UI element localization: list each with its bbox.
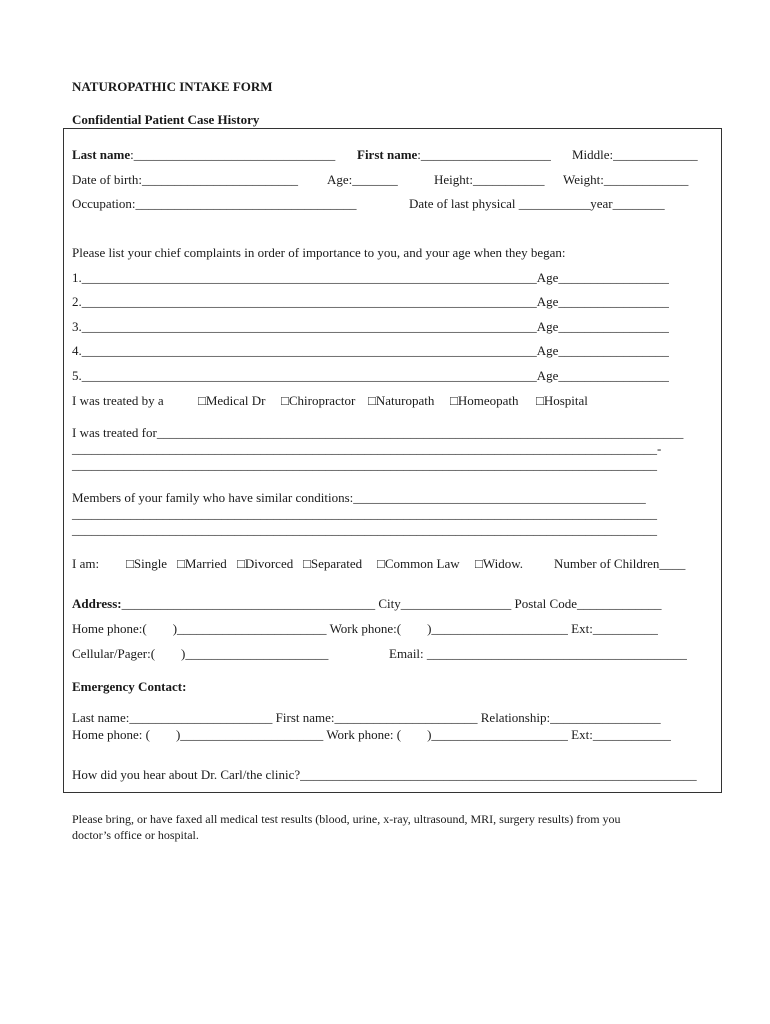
first-name-field[interactable] [357, 147, 551, 163]
middle-name-field[interactable]: Middle:_____________ [572, 147, 698, 162]
footer-note: doctor’s office or hospital. [72, 828, 199, 842]
family-conditions-line[interactable]: __________________________________________________________________________________________ [72, 506, 657, 521]
family-conditions-field[interactable]: Members of your family who have similar conditions:_____________________________________________ [72, 490, 646, 505]
first-name-blank[interactable]: :____________________ [417, 147, 551, 162]
checkbox-hospital[interactable]: □Hospital [536, 393, 588, 408]
footer-note: Please bring, or have faxed all medical test results (blood, urine, x-ray, ultrasound, MRI, surgery results) from you [72, 812, 621, 826]
address-field[interactable] [72, 596, 661, 612]
checkbox-separated[interactable]: □Separated [303, 556, 363, 571]
last-name-blank[interactable]: :_______________________________ [130, 147, 336, 162]
treated-for-field[interactable]: I was treated for_________________________________________________________________________________ [72, 425, 684, 440]
referral-field[interactable]: How did you hear about Dr. Carl/the clinic?_____________________________________________________________ [72, 767, 697, 782]
emergency-contact-heading: Emergency Contact: [72, 679, 187, 694]
checkbox-common-law[interactable]: □Common Law [377, 556, 460, 571]
cellular-field[interactable]: Cellular/Pager:( )______________________ [72, 646, 329, 661]
complaints-prompt: Please list your chief complaints in order of importance to you, and your age when they began: [72, 245, 566, 260]
emergency-phone-field[interactable]: Home phone: ( )______________________ Work phone: ( )_____________________ Ext:____________ [72, 727, 671, 742]
height-field[interactable]: Height:___________ [434, 172, 545, 187]
email-field[interactable]: Email: ________________________________________ [389, 646, 687, 661]
checkbox-chiropractor[interactable]: □Chiropractor [281, 393, 356, 408]
complaint-line[interactable]: 4.______________________________________________________________________Age_________________ [72, 343, 669, 358]
complaint-line[interactable]: 5.______________________________________________________________________Age_________________ [72, 368, 669, 383]
age-field[interactable]: Age:_______ [327, 172, 398, 187]
form-subtitle: Confidential Patient Case History [72, 112, 260, 127]
checkbox-married[interactable]: □Married [177, 556, 227, 571]
checkbox-divorced[interactable]: □Divorced [237, 556, 294, 571]
treated-for-line[interactable]: __________________________________________________________________________________________ [72, 457, 657, 472]
form-title: NATUROPATHIC INTAKE FORM [72, 79, 273, 94]
checkbox-homeopath[interactable]: □Homeopath [450, 393, 519, 408]
last-name-label: Last name [72, 147, 131, 162]
checkbox-medical-dr[interactable]: □Medical Dr [198, 393, 266, 408]
checkbox-naturopath[interactable]: □Naturopath [368, 393, 435, 408]
marital-status-label: I am: [72, 556, 100, 571]
first-name-label: First name [357, 147, 418, 162]
last-name-field[interactable] [72, 147, 335, 163]
complaint-line[interactable]: 3.______________________________________________________________________Age_________________ [72, 319, 669, 334]
dob-field[interactable]: Date of birth:________________________ [72, 172, 299, 187]
treated-for-line[interactable]: __________________________________________________________________________________________- [72, 441, 662, 456]
weight-field[interactable]: Weight:_____________ [563, 172, 689, 187]
treated-by-label: I was treated by a [72, 393, 164, 408]
last-physical-field[interactable]: Date of last physical ___________year________ [409, 196, 665, 211]
checkbox-widow[interactable]: □Widow. [475, 556, 524, 571]
complaint-line[interactable]: 2.______________________________________________________________________Age_________________ [72, 294, 669, 309]
complaint-line[interactable]: 1.______________________________________________________________________Age_________________ [72, 270, 669, 285]
family-conditions-line[interactable]: __________________________________________________________________________________________ [72, 522, 657, 537]
checkbox-single[interactable]: □Single [126, 556, 168, 571]
emergency-name-field[interactable]: Last name:______________________ First name:______________________ Relationship:_________________ [72, 710, 661, 725]
address-label: Address: [72, 596, 122, 611]
address-blank[interactable]: _______________________________________ City_________________ Postal Code_____________ [121, 596, 662, 611]
children-field[interactable]: Number of Children____ [554, 556, 686, 571]
home-phone-field[interactable]: Home phone:( )_______________________ Work phone:( )_____________________ Ext:__________ [72, 621, 658, 636]
occupation-field[interactable]: Occupation:__________________________________ [72, 196, 357, 211]
